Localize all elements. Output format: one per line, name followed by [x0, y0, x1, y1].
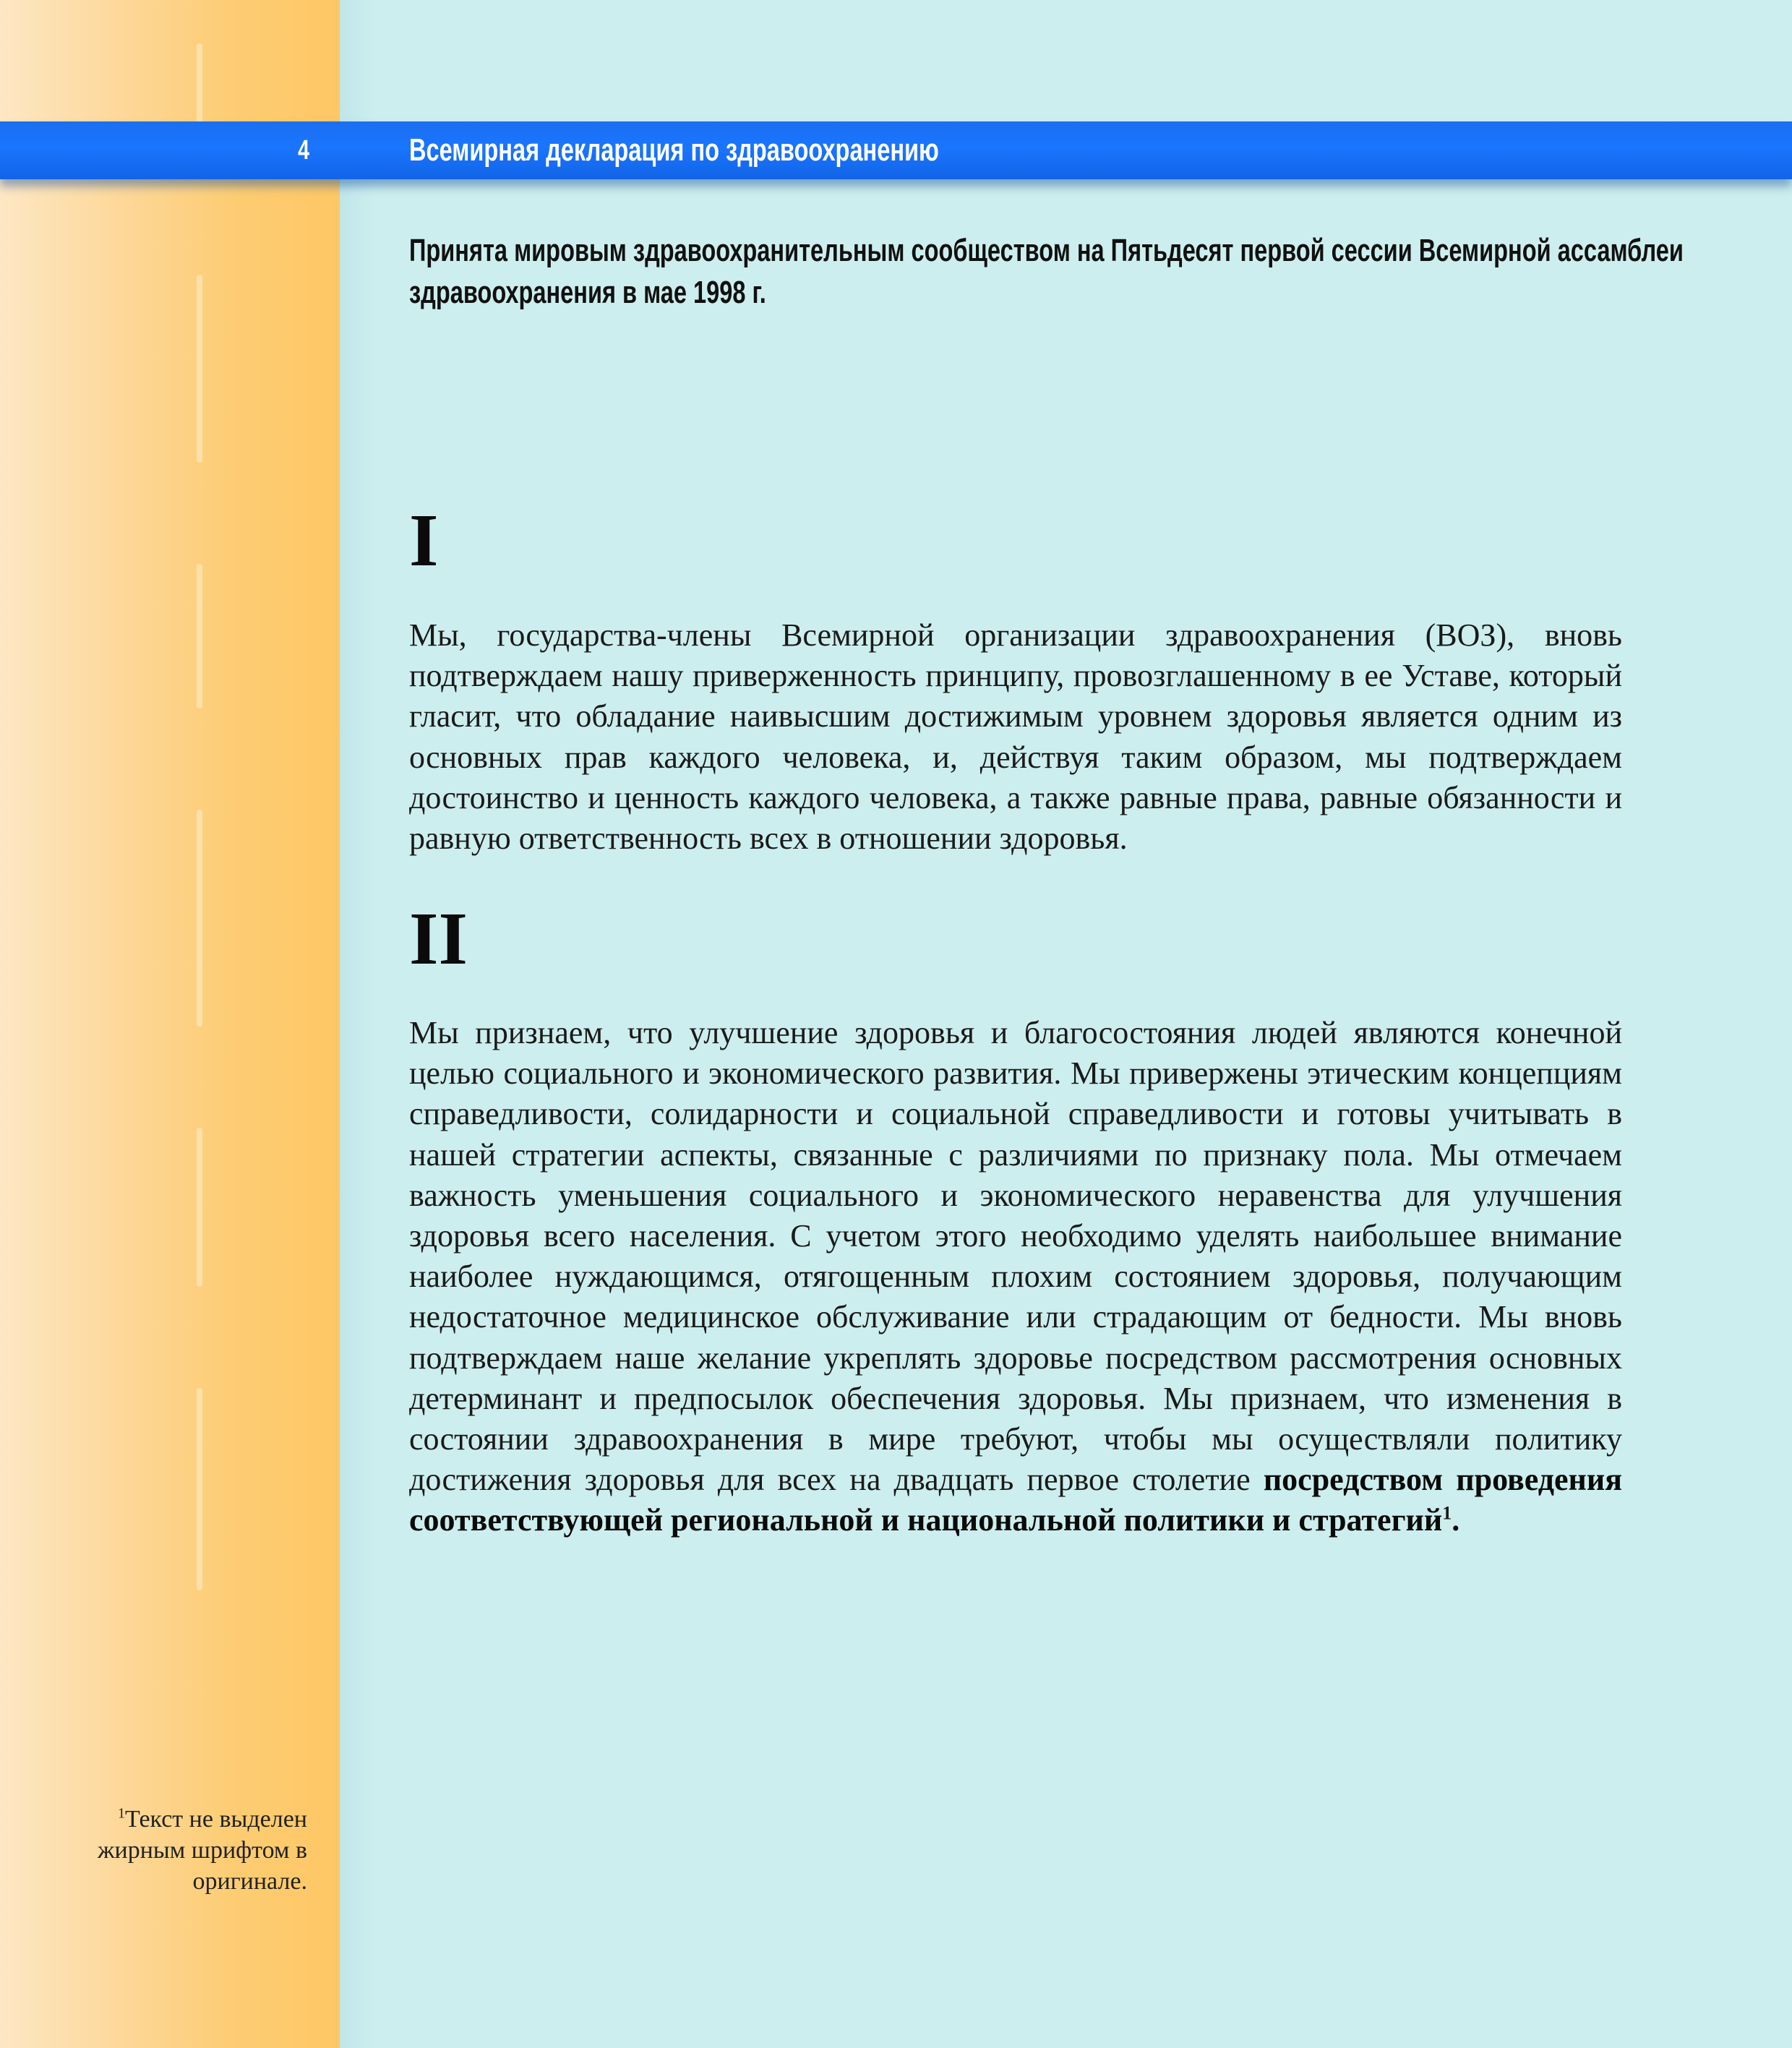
header-band	[0, 121, 1792, 179]
footnote	[43, 1804, 307, 1897]
footnote-mark: 1	[117, 1805, 125, 1822]
running-title: Всемирная декларация по здравоохранению	[409, 132, 939, 168]
footnote-reference[interactable]: 1	[1442, 1502, 1452, 1524]
section-1-paragraph: Мы, государства-члены Всемирной организации здравоохранения (ВОЗ), вновь подтверждаем нашу приверженность принципу, провозглашенному в ее Уставе, который гласит, что обладание наивысшим достижимым уровнем здоровья является одним из основных прав каждого человека, и, действуя таким образом, мы подтверждаем достоинство и ценность каждого человека, а также равные права, равные обязанности и равную ответственность всех в отношении здоровья.	[409, 617, 1622, 857]
side-strip-dash	[197, 1128, 202, 1287]
side-strip-dash	[197, 275, 202, 463]
section-2-end-punct: .	[1452, 1502, 1460, 1538]
section-2-bold-text: посредством проведения соответствующей региональной и национальной политики и стратегий	[409, 1462, 1623, 1538]
footnote-text: Текст не выделен жирным шрифтом в оригинале.	[98, 1806, 307, 1895]
section-numeral-1: I	[409, 499, 439, 582]
section-2-paragraph	[409, 1013, 1622, 1541]
document-subtitle: Принята мировым здравоохранительным сообществом на Пятьдесят первой сессии Всемирной ассамблеи здравоохранения в мае 1998 г.	[409, 233, 1684, 310]
page-number: 4	[298, 135, 309, 166]
side-strip-edge	[340, 0, 376, 2048]
side-strip-dash	[197, 1388, 202, 1590]
side-strip-dash	[197, 564, 202, 708]
section-numeral-2: II	[409, 897, 468, 980]
side-strip	[0, 0, 340, 2048]
section-2-text: Мы признаем, что улучшение здоровья и благосостояния людей являются конечной целью социального и экономического развития. Мы привержены этическим концепциям справедливости, солидарности и социальной справедливости и готовы учитывать в нашей стратегии аспекты, связанные с различиями по признаку пола. Мы отмечаем важность уменьшения социального и экономического неравенства для улучшения здоровья всего населения. С учетом этого необходимо уделять наибольшее внимание наиболее нуждающимся, отягощенным плохим состоянием здоровья, получающим недостаточное медицинское обслуживание или страдающим от бедности. Мы вновь подтверждаем наше желание укреплять здоровье посредством рассмотрения основных детерминант и предпосылок обеспечения здоровья. Мы признаем, что изменения в состоянии здравоохранения в мире требуют, чтобы мы осуществляли политику достижения здоровья для всех на двадцать первое столетие	[409, 1015, 1622, 1498]
side-strip-dash	[197, 810, 202, 1027]
